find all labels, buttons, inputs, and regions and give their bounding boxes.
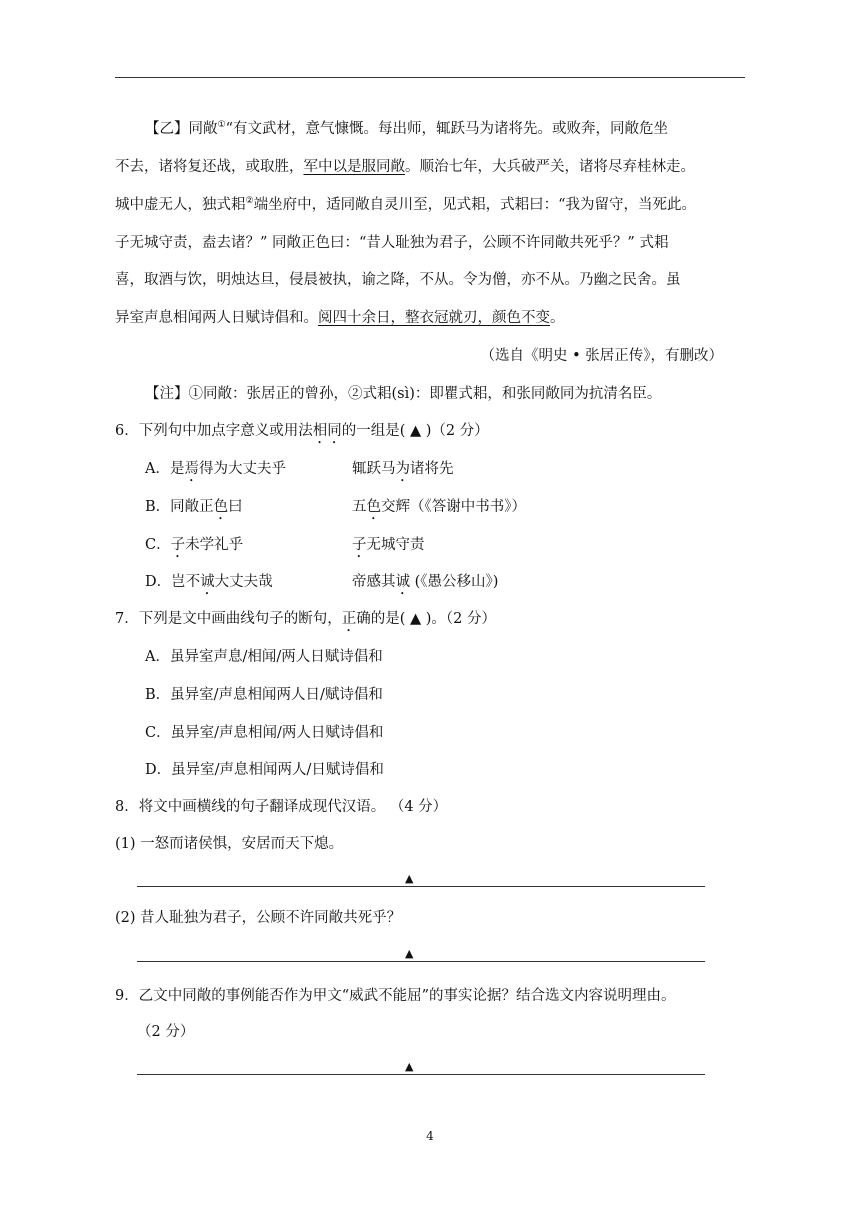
q6-option-c-left: C．子未学礼乎 xyxy=(145,537,244,553)
q8-answer-line-2[interactable] xyxy=(137,961,705,962)
passage-line-6: 异室声息相闻两人日赋诗倡和。阅四十余日，整衣冠就刃，颜色不变。 xyxy=(115,310,565,326)
q6-option-a-left: A．是焉得为大丈夫乎 xyxy=(145,461,286,477)
passage-source: （选自《明史 • 张居正传》，有删改） xyxy=(480,348,723,364)
q7-option-a: A．虽异室声息/相闻/两人日赋诗倡和 xyxy=(145,649,383,665)
passage-line-2: 不去，诸将复还战，或取胜，军中以是服同敞。顺治七年，大兵破严关，诸将尽弃桂林走。 xyxy=(115,159,695,175)
q6-option-b-left: B．同敞正色曰 xyxy=(145,499,243,515)
answer-mark-triangle: ▲ xyxy=(405,1060,414,1073)
question-7-stem: 7．下列是文中画曲线句子的断句，正确的是( ▲ )。（2 分） xyxy=(115,611,497,627)
question-9-stem: 9．乙文中同敞的事例能否作为甲文“威武不能屈”的事实论据？结合选文内容说明理由。 xyxy=(115,988,676,1004)
question-9-points: （2 分） xyxy=(137,1024,195,1040)
passage-line-5: 喜，取酒与饮，明烛达旦，侵晨被执，谕之降，不从。令为僧，亦不从。乃幽之民舍。虽 xyxy=(115,272,681,288)
q6-option-c-right: 子无城守责 xyxy=(352,537,425,553)
wavy-sentence: 异室声息相闻两人日赋诗倡和 xyxy=(115,310,304,326)
underlined-sentence-2: 阅四十余日，整衣冠就刃，颜色不变 xyxy=(318,310,550,326)
passage-note: 【注】①同敞：张居正的曾孙，②式耜(sì)：即瞿式耜，和张同敞同为抗清名臣。 xyxy=(145,386,662,402)
q6-option-b-right: 五色交辉（《答谢中书书》） xyxy=(352,499,526,515)
question-8-stem: 8．将文中画横线的句子翻译成现代汉语。 （4 分） xyxy=(115,799,448,815)
page-number: 4 xyxy=(426,1129,434,1143)
q7-option-d: D．虽异室/声息相闻两人/日赋诗倡和 xyxy=(145,762,384,778)
q9-answer-line[interactable] xyxy=(137,1074,705,1075)
passage-line-4: 子无城守责，盍去诸？” 同敞正色曰：“昔人耻独为君子，公顾不许同敞共死乎？” 式耜 xyxy=(115,235,669,251)
q7-option-b: B．虽异室/声息相闻两人日/赋诗倡和 xyxy=(145,687,383,703)
passage-line-1: 【乙】同敞①“有文武材，意气慷慨。每出师，辄跃马为诸将先。或败奔，同敞危坐 xyxy=(145,120,668,137)
passage-line-3: 城中虚无人，独式耜②端坐府中，适同敞自灵川至，见式耜，式耜曰：“我为留守，当死此。 xyxy=(115,196,696,213)
q6-option-d-left: D．岂不诚大丈夫哉 xyxy=(145,574,273,590)
q8-answer-line-1[interactable] xyxy=(137,886,705,887)
q8-sentence-2: (2) 昔人耻独为君子，公顾不许同敞共死乎？ xyxy=(115,910,402,926)
answer-mark-triangle: ▲ xyxy=(405,872,414,885)
q6-option-d-right: 帝感其诚 (《愚公移山》) xyxy=(352,574,499,590)
q8-sentence-1: (1) 一怒而诸侯惧，安居而天下熄。 xyxy=(115,836,344,852)
underlined-sentence-1: 军中以是服同敞 xyxy=(303,159,405,175)
q7-option-c: C．虽异室/声息相闻/两人日赋诗倡和 xyxy=(145,725,384,741)
q6-option-a-right: 辄跃马为诸将先 xyxy=(352,461,454,477)
question-6-stem: 6．下列句中加点字意义或用法相同的一组是( ▲ )（2 分） xyxy=(115,423,489,439)
answer-mark-triangle: ▲ xyxy=(405,947,414,960)
header-rule xyxy=(115,77,745,78)
